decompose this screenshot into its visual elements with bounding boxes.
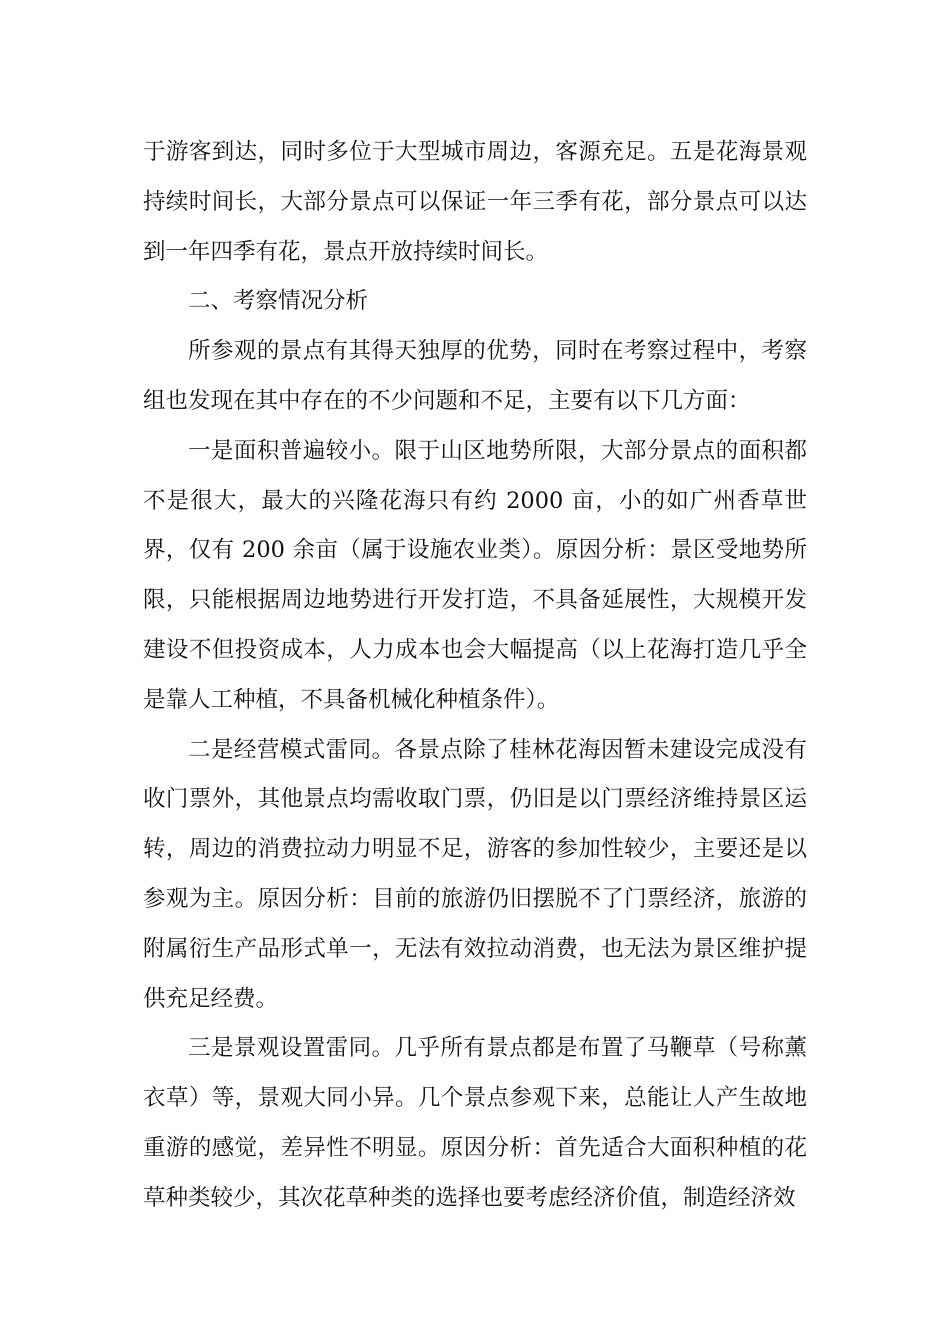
section-heading: 二、考察情况分析 [188, 288, 369, 315]
paragraph-point-3: 三是景观设置雷同。几乎所有景点都是布置了马鞭草（号称薰衣草）等，景观大同小异。几个景点参观下来，总能让人产生故地重游的感觉，差异性不明显。原因分析：首先适合大面积种植的花草种类较少，其次花草种类的选择也要考虑经济价值，制造经济效 [143, 1035, 807, 1211]
paragraph-point-1: 一是面积普遍较小。限于山区地势所限，大部分景点的面积都不是很大，最大的兴隆花海只有约 2000 亩，小的如广州香草世界，仅有 200 余亩（属于设施农业类）。原因分析：景区受地势所限，只能根据周边地势进行开发打造，不具备延展性，大规模开发建设不但投资成本，人力成本也会大幅提高（以上花海打造几乎全是靠人工种植，不具备机械化种植条件）。 [143, 437, 807, 713]
document-body [143, 128, 807, 1224]
paragraph-point-2: 二是经营模式雷同。各景点除了桂林花海因暂未建设完成没有收门票外，其他景点均需收取门票，仍旧是以门票经济维持景区运转，周边的消费拉动力明显不足，游客的参加性较少，主要还是以参观为主。原因分析：目前的旅游仍旧摆脱不了门票经济，旅游的附属衍生产品形式单一，无法有效拉动消费，也无法为景区维护提供充足经费。 [143, 736, 807, 1012]
paragraph-continuation: 于游客到达，同时多位于大型城市周边，客源充足。五是花海景观持续时间长，大部分景点可以保证一年三季有花，部分景点可以达到一年四季有花，景点开放持续时间长。 [143, 139, 807, 265]
paragraph-intro: 所参观的景点有其得天独厚的优势，同时在考察过程中，考察组也发现在其中存在的不少问题和不足，主要有以下几方面： [143, 338, 807, 414]
